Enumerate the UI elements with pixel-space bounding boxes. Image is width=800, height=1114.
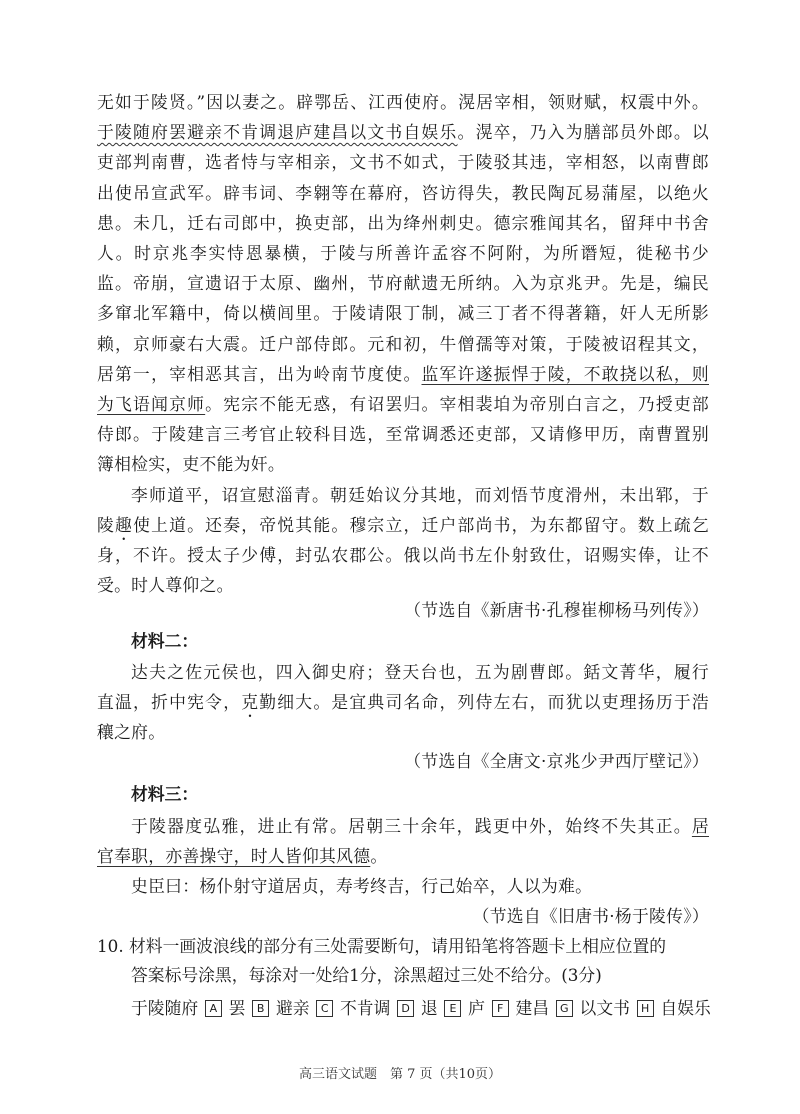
text-line — [97, 721, 709, 747]
question-10-options — [131, 997, 711, 1019]
text-line — [97, 121, 709, 147]
option-segment: 退 — [420, 998, 438, 1018]
material-1-source: （节选自《新唐书·孔穆崔柳杨马列传》） — [404, 600, 709, 620]
text-span: 穰之府。 — [97, 722, 166, 742]
text-span: 赖，京师豪右大震。迁户部侍郎。元和初，牛僧孺等对策，于陵被诏程其文， — [97, 333, 709, 354]
material-2-heading: 材料二： — [131, 631, 199, 651]
underlined-text: 居 — [691, 816, 709, 836]
option-marker-c[interactable]: C — [316, 1000, 333, 1017]
question-10-text: 10. 材料一画波浪线的部分有三处需要断句，请用铅笔将答题卡上相应位置的 — [97, 936, 667, 956]
text-span: 无如于陵贤。”因以妻之。辟鄂岳、江西使府。滉居宰相，领财赋，权震中外。 — [97, 92, 709, 112]
underlined-text: 监军许遂振悍于陵，不敢挠以私，则 — [421, 363, 709, 384]
text-span: 吏部判南曹，选者恃与宰相亲，文书不如式，于陵驳其违，宰相怒，以南曹郎 — [97, 152, 709, 173]
option-segment: 罢 — [228, 998, 246, 1018]
text-line — [97, 242, 709, 268]
option-marker-e[interactable]: E — [444, 1000, 461, 1017]
page-footer: 高三语文试题 第 7 页（共10页） — [298, 1067, 502, 1082]
text-span: 簿相检实，吏不能为奸。 — [97, 454, 285, 475]
text-span: 达夫之佐元侯也，四入御史府；登天台也，五为剧曹郎。銛文菁华，履行 — [131, 662, 709, 682]
text-span: 使上道。还奏，帝悦其能。穆宗立，迁户部尚书，为东都留守。数上疏乞 — [133, 514, 709, 535]
text-span: 多窜北军籍中，倚以横闾里。于陵请限丁制，减三丁者不得著籍，奸人无所影 — [97, 303, 709, 324]
text-span: 受。时人尊仰之。 — [97, 575, 234, 596]
text-line — [97, 514, 709, 540]
question-10-instruction: 答案标号涂黑，每涂对一处给1分，涂黑超过三处不给分。(3分) — [131, 965, 602, 985]
text-line — [97, 212, 709, 238]
text-line — [97, 453, 709, 479]
text-span: 陵 — [97, 514, 116, 535]
text-line — [131, 815, 709, 841]
text-span: 勤细大。是宜典司名命，列侍左右，而犹以吏理扬历于浩 — [259, 692, 709, 712]
option-marker-f[interactable]: F — [492, 1000, 509, 1017]
option-segment: 自娱乐 — [660, 998, 711, 1018]
text-line — [131, 875, 709, 901]
text-span: 居第一，宰相恶其言，出为岭南节度使。 — [97, 363, 422, 384]
text-span: 身，不许。授太子少傅，封弘农郡公。俄以尚书左仆射致仕，诏赐实俸，让不 — [97, 545, 709, 565]
material-3-heading: 材料三： — [131, 784, 199, 804]
text-line — [131, 661, 709, 687]
text-line — [97, 574, 709, 600]
text-span: 人。时京兆李实恃恩暴横，于陵与所善许孟容不阿附，为所谮短，徙秘书少 — [97, 243, 709, 263]
text-line — [97, 333, 709, 359]
option-segment: 庐 — [468, 998, 485, 1018]
option-segment: 于陵随府 — [131, 998, 199, 1018]
underlined-text: 为飞语闻京师 — [97, 394, 206, 414]
text-span: 。滉卒，乃入为膳部员外郎。以 — [457, 122, 709, 143]
text-span: 直温，折中宪令， — [97, 692, 242, 712]
wavy-underlined-text: 于陵随府罢避亲不肯调退庐建昌以文书自娱乐 — [97, 122, 458, 143]
text-span: 李师道平，诏宣慰淄青。朝廷始议分其地，而刘悟节度滑州，未出郓，于 — [131, 484, 709, 505]
text-span: 侍郎。于陵建言三考官止较科目选，至常调悉还吏部，又请修甲历，南曹置别 — [97, 424, 709, 445]
text-line — [97, 393, 709, 419]
option-marker-d[interactable]: D — [397, 1000, 414, 1017]
text-line — [131, 484, 709, 510]
text-line — [97, 845, 709, 871]
material-2-source: （节选自《全唐文·京兆少尹西厅壁记》） — [404, 751, 709, 771]
text-span: 于陵器度弘雅，进止有常。居朝三十余年，践更中外，始终不失其正。 — [131, 816, 692, 836]
option-segment: 以文书 — [579, 998, 630, 1018]
option-segment: 建昌 — [515, 998, 550, 1018]
text-span: 。宪宗不能无惑，有诏罢归。宰相裴垍为帝別白言之，乃授吏部 — [205, 394, 709, 414]
option-marker-b[interactable]: B — [252, 1000, 269, 1017]
option-marker-h[interactable]: H — [637, 1000, 654, 1017]
text-span: 。 — [370, 846, 388, 866]
dotted-text: 趣 — [115, 514, 134, 535]
text-span: 史臣曰：杨仆射守道居贞，寿考终吉，行己始卒，人以为难。 — [131, 876, 593, 896]
underlined-text: 官奉职，亦善操守，时人皆仰其风德 — [97, 846, 371, 866]
text-line — [97, 363, 709, 389]
text-line — [97, 272, 709, 298]
option-marker-a[interactable]: A — [205, 1000, 222, 1017]
text-line — [97, 182, 709, 208]
text-line — [97, 423, 709, 449]
text-line — [97, 691, 709, 717]
text-line — [97, 91, 709, 117]
dotted-text: 克 — [241, 692, 260, 712]
option-segment: 避亲 — [275, 998, 310, 1018]
text-line — [97, 302, 709, 328]
material-3-source: （节选自《旧唐书·杨于陵传》） — [472, 906, 709, 926]
option-segment: 不肯调 — [340, 998, 391, 1018]
text-span: 监。帝崩，宣遗诏于太原、幽州，节府献遗无所纳。入为京兆尹。先是，编民 — [97, 273, 709, 294]
text-span: 出使吊宣武军。辟韦词、李翱等在幕府，咨访得失，教民陶瓦易蒲屋，以绝火 — [97, 182, 709, 203]
text-span: 患。未几，迁右司郎中，换吏部，出为绛州刺史。德宗雅闻其名，留拜中书舍 — [97, 212, 709, 233]
text-line — [97, 151, 709, 177]
option-marker-g[interactable]: G — [556, 1000, 573, 1017]
text-line — [97, 544, 709, 570]
